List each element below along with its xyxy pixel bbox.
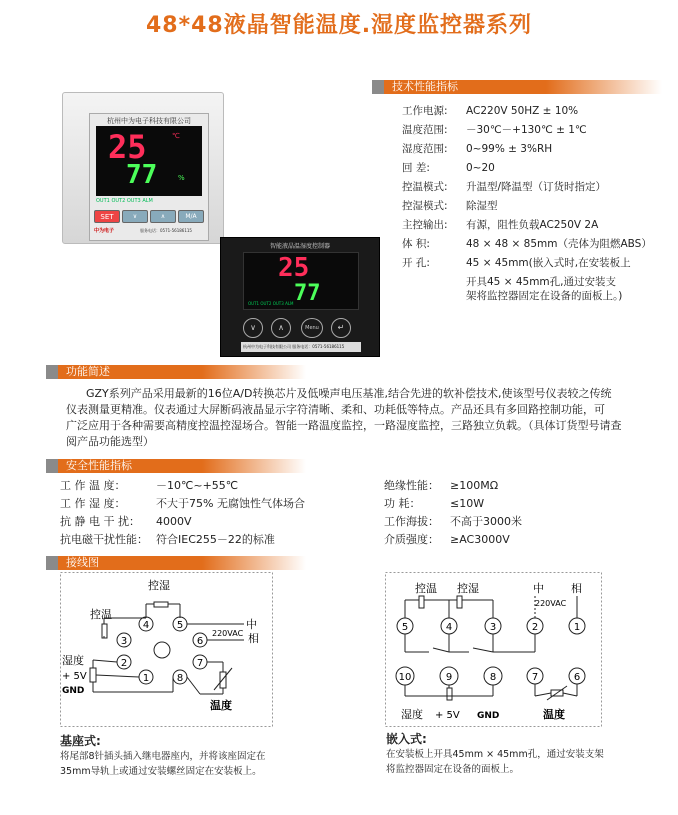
function-line: GZY系列产品采用最新的16位A/D转换芯片及低噪声电压基准,结合先进的软补偿技术,使该型号仪表较之传统 — [86, 387, 612, 400]
tech-key: 湿度范围: — [402, 143, 448, 155]
safety-value: 4000V — [156, 515, 192, 528]
tech-value: 45 × 45mm(嵌入式时,在安装板上 — [466, 257, 631, 269]
safety-value: ≥AC3000V — [450, 533, 510, 546]
tech-extra-1: 开具45 × 45mm孔,通过安装支 — [466, 276, 616, 288]
safety-key: 工 作 温 度： — [60, 479, 126, 492]
device-photo-dark — [220, 237, 380, 357]
base-line: 35mm导轨上或通过安装螺丝固定在安装板上。 — [60, 766, 262, 777]
lcd2-screen — [243, 252, 359, 310]
safety-row — [60, 496, 305, 512]
up2-button[interactable]: ∧ — [271, 318, 291, 338]
phone-label: 服务电话：0571-56186115 — [140, 228, 192, 233]
bottom-brand: 杭州中为电子科技有限公司 — [243, 344, 291, 349]
label-5v: + 5V — [62, 671, 87, 682]
safety-value: 符合IEC255－22的标准 — [156, 533, 275, 546]
out1-label: OUT1 — [96, 198, 110, 204]
label-xiang: 相 — [571, 582, 582, 595]
safety-row — [384, 514, 522, 530]
safety-row — [384, 532, 522, 548]
function-line: 广泛应用于各种需要高精度控温控湿场合。智能一路温度监控，一路湿度监控，三路独立负载。（具体订货型号请查 — [66, 419, 622, 432]
tech-key: 回 差: — [402, 162, 430, 174]
pin-7: 7 — [531, 672, 539, 683]
function-line: 仪表测量更精准。仪表通过大屏断码液晶显示字符清晰、柔和、功耗低等特点。产品还具有多回路控制功能，可 — [66, 403, 605, 416]
output-indicators — [96, 198, 153, 204]
safety-key: 绝缘性能： — [384, 479, 439, 492]
tech-value: 0~99% ± 3%RH — [466, 143, 553, 155]
tech-value: 48 × 48 × 85mm（壳体为阻燃ABS） — [466, 238, 652, 250]
pin-1: 1 — [142, 673, 150, 684]
base-line: 将尾部8针插头插入继电器座内，并将该座固定在 — [60, 751, 266, 762]
pin-5: 5 — [401, 622, 409, 633]
tech-value: 升温型/降温型（订货时指定） — [466, 181, 607, 193]
device-brand: 杭州中为电子科技有限公司 — [107, 117, 191, 125]
pin-6: 6 — [196, 636, 204, 647]
tech-key: 体 积: — [402, 238, 430, 250]
pin-3: 3 — [489, 622, 497, 633]
tech-specs — [402, 104, 652, 303]
safety-key: 工 作 湿 度： — [60, 497, 126, 510]
label-zhong: 中 — [533, 582, 544, 595]
pin-2: 2 — [120, 658, 128, 669]
tech-row — [402, 142, 652, 156]
pin-1: 1 — [573, 622, 581, 633]
label-220vac: 220VAC — [535, 599, 567, 608]
label-kongshi: 控湿 — [148, 579, 170, 592]
menu-button[interactable]: Menu — [301, 318, 323, 338]
label-wendu: 温度 — [210, 699, 232, 712]
out2-label: OUT2 — [260, 301, 272, 306]
safety-value: －10℃~+55℃ — [156, 479, 239, 492]
tech-key: 主控输出: — [402, 219, 448, 231]
up-button[interactable]: ∧ — [150, 210, 176, 223]
tech-row — [402, 161, 652, 175]
label-kongwen: 控温 — [415, 582, 437, 595]
function-header: 功能简述 — [46, 365, 306, 379]
output2-indicators — [248, 301, 294, 306]
safety-value: ≥100MΩ — [450, 479, 499, 492]
safety-row — [60, 532, 305, 548]
label-5v: + 5V — [435, 710, 460, 721]
logo-text: 中为电子 — [94, 228, 115, 234]
alm-label: ALM — [142, 198, 153, 204]
safety-key: 抗电磁干扰性能： — [60, 533, 148, 546]
label-zhong: 中 — [246, 618, 257, 631]
safety-key: 抗 静 电 干 扰： — [60, 515, 140, 528]
embed-mount-desc — [386, 730, 604, 777]
safety-key: 功 耗： — [384, 497, 421, 510]
display2-temperature: 25 — [278, 253, 310, 283]
tech-value: 有源，阻性负载AC250V 2A — [466, 219, 599, 231]
tech-key: 控温模式: — [402, 181, 448, 193]
safety-value: 不高于3000米 — [450, 515, 522, 528]
embed-line: 在安装板上开具45mm × 45mm孔，通过安装支架 — [386, 749, 604, 760]
tech-header: 技术性能指标 — [372, 80, 662, 94]
pin-5: 5 — [176, 620, 184, 631]
pin-6: 6 — [573, 672, 581, 683]
label-shidu: 湿度 — [62, 654, 84, 667]
out3-label: OUT3 — [126, 198, 141, 204]
safety-row — [60, 514, 305, 530]
device2-label-strip — [241, 342, 361, 352]
function-text — [66, 386, 666, 450]
pin-9: 9 — [445, 672, 453, 683]
tech-value: 除湿型 — [466, 200, 498, 212]
display-temperature: 25 — [108, 128, 147, 166]
pin-8: 8 — [489, 672, 497, 683]
tech-value: －30℃－+130℃ ± 1℃ — [466, 124, 587, 136]
temp-unit: ℃ — [172, 132, 180, 140]
pin-8: 8 — [176, 673, 184, 684]
tech-row — [402, 180, 652, 194]
wiring-header: 接线图 — [46, 556, 306, 570]
tech-row — [402, 237, 652, 251]
device-photo-light — [62, 92, 224, 244]
tech-key: 温度范围: — [402, 124, 448, 136]
safety-left — [60, 478, 305, 550]
label-220vac: 220VAC — [212, 629, 244, 638]
tech-row — [402, 218, 652, 232]
wiring-diagram-base — [60, 572, 274, 728]
safety-value: 不大于75% 无腐蚀性气体场合 — [156, 497, 305, 510]
pin-4: 4 — [142, 620, 150, 631]
label-gnd: GND — [477, 711, 500, 721]
lcd-screen — [96, 126, 202, 196]
safety-row — [60, 478, 305, 494]
out1-label: OUT1 — [248, 301, 260, 306]
safety-row — [384, 478, 522, 494]
tech-value: 0~20 — [466, 162, 495, 174]
pin-7: 7 — [196, 658, 204, 669]
tech-key: 开 孔: — [402, 257, 430, 269]
humidity-unit: % — [178, 174, 185, 182]
label-wendu: 温度 — [543, 708, 565, 721]
out3-label: OUT3 — [272, 301, 284, 306]
embed-line: 将监控器固定在设备的面板上。 — [386, 764, 520, 775]
device2-brand: 智能液晶温湿度控制器 — [269, 243, 330, 250]
tech-key: 控湿模式: — [402, 200, 448, 212]
label-shidu: 湿度 — [401, 708, 423, 721]
function-line: 阅产品功能选型） — [66, 435, 154, 448]
tech-value: AC220V 50HZ ± 10% — [466, 105, 579, 117]
safety-key: 工作海拔： — [384, 515, 439, 528]
safety-key: 介质强度： — [384, 533, 439, 546]
tech-row — [402, 199, 652, 213]
label-kongshi: 控湿 — [457, 582, 479, 595]
tech-row — [402, 123, 652, 137]
label-xiang: 相 — [248, 632, 259, 645]
set-button[interactable]: SET — [94, 210, 120, 223]
down2-button[interactable]: ∨ — [243, 318, 263, 338]
tech-row — [402, 104, 652, 118]
ma-button[interactable]: M/A — [178, 210, 204, 223]
tech-key: 工作电源: — [402, 105, 448, 117]
page-title: 48*48液晶智能温度.湿度监控器系列 — [145, 13, 533, 38]
bottom-phone: 服务电话：0571-56186115 — [292, 344, 345, 349]
pin-4: 4 — [445, 622, 453, 633]
safety-header: 安全性能指标 — [46, 459, 306, 473]
pin-2: 2 — [531, 622, 539, 633]
display-humidity: 77 — [126, 160, 158, 190]
base-mount-desc — [60, 732, 266, 779]
tech-row — [402, 256, 652, 270]
pin-10: 10 — [398, 672, 412, 683]
alm-label: ALM — [285, 301, 294, 306]
display2-humidity: 77 — [294, 281, 321, 306]
safety-row — [384, 496, 522, 512]
wiring-diagram-embedded — [385, 572, 603, 728]
tech-extra-2: 架将监控器固定在设备的面板上。) — [466, 290, 623, 302]
base-title: 基座式: — [60, 734, 101, 748]
label-kongwen: 控温 — [90, 608, 112, 621]
embed-title: 嵌入式: — [386, 732, 427, 746]
down-button[interactable]: ∨ — [122, 210, 148, 223]
out2-label: OUT2 — [111, 198, 126, 204]
safety-right — [384, 478, 522, 550]
safety-value: ≤10W — [450, 497, 485, 510]
pin-3: 3 — [120, 636, 128, 647]
label-gnd: GND — [62, 686, 85, 696]
enter-button[interactable]: ↵ — [331, 318, 351, 338]
device-faceplate — [89, 113, 209, 241]
